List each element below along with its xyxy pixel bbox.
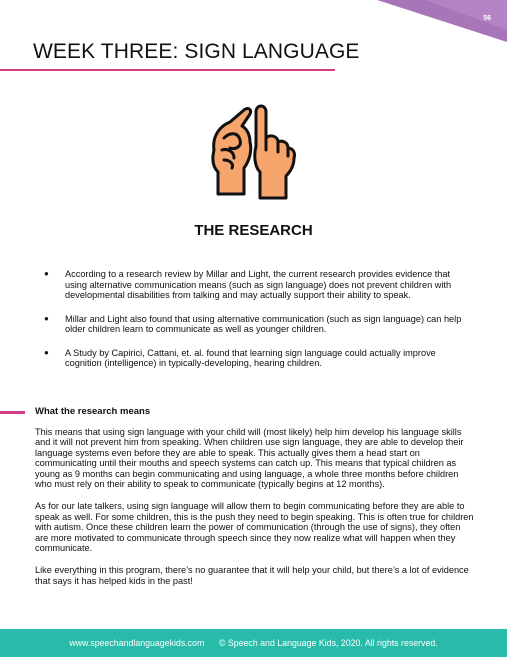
title-underline [0, 69, 335, 71]
subsection-heading: What the research means [35, 406, 151, 417]
bullet-dot: ● [44, 269, 49, 278]
footer-website-link[interactable]: www.speechandlanguagekids.com [69, 638, 205, 648]
body-text [35, 427, 475, 598]
sign-language-hands-icon [204, 98, 302, 201]
bullet-dot: ● [44, 313, 49, 323]
list-item [38, 348, 470, 369]
paragraph: This means that using sign language with your child will (most likely) help him develop his language skills and it will not prevent him from speaking. When children use sign language, they are able to develop their language systems even before they are able to speak. This actually gives them a head start on communicating until their mouths and speech systems can catch up. This means that typical children as young as 9 months can begin communicating and using language, a whole three months before children who must rely on their ability to speak to communicate (typically begins at 12 months). [35, 427, 464, 490]
subsection-marker [0, 411, 25, 414]
paragraph: As for our late talkers, using sign language will allow them to begin communicating before they are able to speak as well. For some children, this is the push they need to begin speaking. This is often true for children with autism. Once these children learn the power of communication (through the use of signs), they often are more motivated to communicate through speech since they now realize what will happen when they communicate. [35, 501, 474, 554]
bullet-text: A Study by Capirici, Cattani, et. al. found that learning sign language could actually improve cognition (intelligence) in typically-developing, hearing children. [65, 347, 436, 368]
bullet-text: According to a research review by Millar and Light, the current research provides evidence that using alternative communication means (such as sign language) does not prevent children with developmental disabilities from talking and may actually support their ability to speak. [65, 269, 452, 300]
page-number: 56 [483, 15, 491, 22]
bullet-text: Millar and Light also found that using alternative communication (such as sign language) can help older children learn to communicate as well as younger children. [65, 313, 462, 334]
list-item [38, 314, 470, 335]
bullet-dot: ● [44, 347, 49, 357]
page-title: WEEK THREE: SIGN LANGUAGE [33, 40, 360, 63]
corner-decoration [307, 0, 507, 42]
paragraph: Like everything in this program, there’s no guarantee that it will help your child, but there’s a lot of evidence that says it has helped kids in the past! [35, 565, 469, 586]
footer [0, 629, 507, 657]
section-heading: THE RESEARCH [194, 222, 313, 239]
footer-copyright: © Speech and Language Kids, 2020. All rights reserved. [218, 638, 438, 648]
list-item [38, 269, 470, 301]
research-bullet-list [38, 269, 470, 382]
